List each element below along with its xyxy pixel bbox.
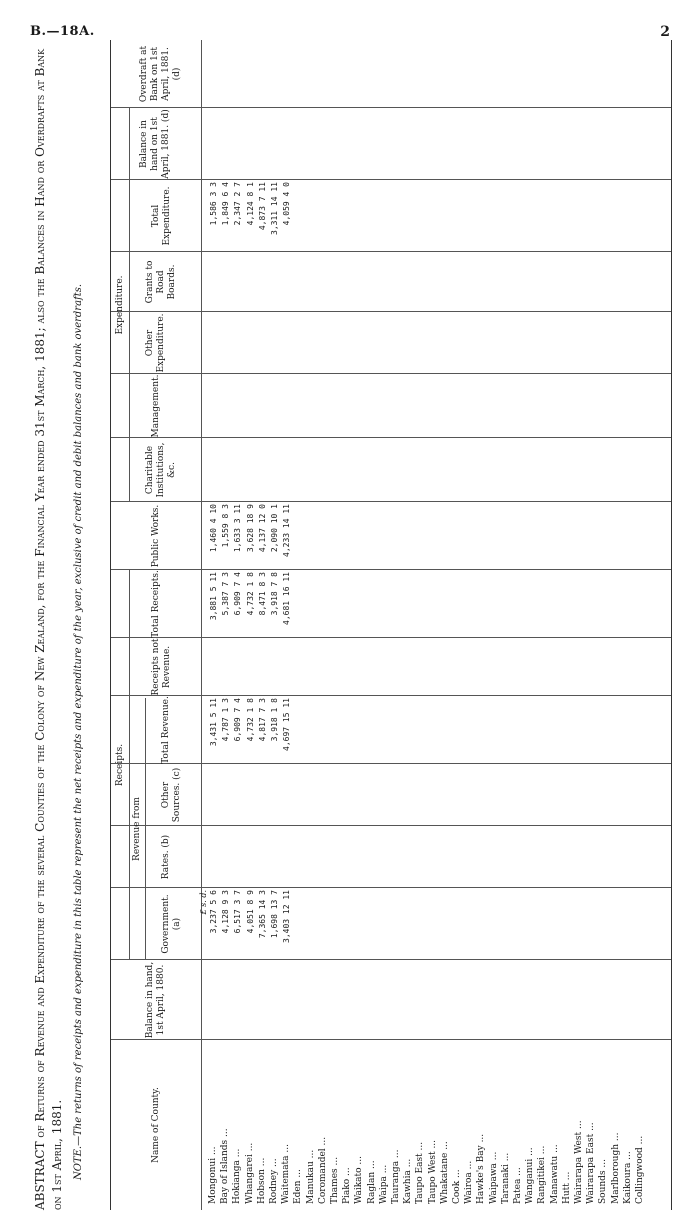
currency-units-label: £ s. d. xyxy=(199,890,208,915)
county-name: Hobson ... xyxy=(256,1157,267,1204)
rotated-table-sheet xyxy=(32,40,672,1210)
cell-public-works: 1,633 3 11 xyxy=(233,504,243,553)
county-name: Hokianga ... xyxy=(232,1148,243,1204)
header-overdraft-1881: Overdraft at Bank on 1st April, 1881. (d) xyxy=(139,45,182,103)
table-body xyxy=(199,40,671,1210)
county-name: Sounds ... xyxy=(598,1159,609,1204)
header-receipts: Receipts. xyxy=(115,743,125,787)
cell-total-receipts: 4,681 16 11 xyxy=(282,572,292,625)
header-revenue-from: Revenue from xyxy=(132,797,142,861)
cell-public-works: 3,628 18 9 xyxy=(245,504,255,553)
county-name: Collingwood ... xyxy=(635,1135,645,1204)
county-name: Marlborough ... xyxy=(610,1132,621,1204)
county-name: Manukau ... xyxy=(305,1149,316,1204)
county-name: Taranaki ... xyxy=(500,1152,511,1204)
county-name: Wairoa ... xyxy=(464,1160,475,1204)
county-name: Wanganui ... xyxy=(525,1147,536,1204)
cell-total-revenue: 6,909 7 4 xyxy=(233,698,243,742)
cell-total-receipts: 8,471 8 3 xyxy=(257,572,267,616)
header-government: Government. (a) xyxy=(161,894,182,954)
header-management: Management. xyxy=(151,374,161,438)
header-receipts-not-revenue: Receipts not Revenue. xyxy=(151,638,172,696)
document-note: NOTE.—The returns of receipts and expenditure in this table represent the net receipts and expenditure of the year, exclusive of credit and debit balances and bank overdrafts. xyxy=(73,283,84,1180)
header-rates: Rates. (b) xyxy=(161,834,171,880)
cell-government: 4,051 8 9 xyxy=(245,890,255,934)
cell-total-expenditure: 2,347 2 7 xyxy=(233,182,243,226)
header-total-expenditure: Total Expenditure. xyxy=(151,186,172,246)
county-name: Waikato ... xyxy=(354,1155,365,1204)
cell-total-revenue: 4,787 1 3 xyxy=(221,698,231,742)
county-name: Kaikoura ... xyxy=(622,1151,633,1204)
cell-public-works: 1,559 8 3 xyxy=(221,504,231,548)
cell-total-expenditure: 3,311 14 11 xyxy=(270,182,279,235)
county-name: Wairarapa West ... xyxy=(574,1120,584,1204)
county-name: Taupo East ... xyxy=(415,1141,426,1204)
header-other-sources: Other Sources. (c) xyxy=(161,767,182,823)
cell-total-receipts: 3,881 5 11 xyxy=(209,572,218,621)
county-name: Eden ... xyxy=(293,1169,304,1204)
county-name: Bay of Islands ... xyxy=(220,1128,231,1204)
header-balance-1880: Balance in hand, 1st April, 1880. xyxy=(145,961,166,1039)
county-name: Coromandel ... xyxy=(317,1136,328,1204)
cell-total-expenditure: 4,059 4 0 xyxy=(282,182,292,226)
cell-government: 7,365 14 3 xyxy=(257,890,267,939)
county-name: Cook ... xyxy=(452,1169,462,1204)
cell-total-expenditure: 4,873 7 11 xyxy=(257,182,267,231)
county-name: Raglan ... xyxy=(366,1160,377,1204)
county-name: Wairarapa East ... xyxy=(586,1122,597,1204)
cell-total-receipts: 4,732 1 8 xyxy=(245,572,255,616)
cell-government: 3,237 5 6 xyxy=(209,890,218,934)
header-charitable: Charitable Institutions, &c. xyxy=(145,442,177,498)
cell-public-works: 4,233 14 11 xyxy=(282,504,292,557)
header-county: Name of County. xyxy=(151,1087,161,1163)
county-name: Rangitikei ... xyxy=(537,1145,548,1204)
county-name: Piako ... xyxy=(342,1167,353,1204)
header-expenditure: Expenditure. xyxy=(115,275,125,335)
header-bottom-rule xyxy=(201,40,202,1210)
county-name: Waipawa ... xyxy=(488,1151,499,1204)
county-name: Manawatu ... xyxy=(549,1144,560,1204)
revenue-from-rule xyxy=(145,698,146,960)
county-name: Rodney ... xyxy=(269,1158,279,1204)
county-name: Kawhia ... xyxy=(403,1158,414,1204)
county-name: Tauranga ... xyxy=(391,1149,401,1204)
cell-public-works: 4,137 12 0 xyxy=(257,504,267,553)
header-public-works: Public Works. xyxy=(151,504,161,568)
header-other-expenditure: Other Expenditure. xyxy=(145,313,166,373)
cell-total-revenue: 4,697 15 11 xyxy=(282,698,292,751)
cell-total-receipts: 6,909 7 4 xyxy=(233,572,243,616)
abstract-table xyxy=(110,40,672,1210)
header-total-receipts: Total Receipts. xyxy=(151,570,161,638)
cell-total-receipts: 3,918 7 8 xyxy=(270,572,279,616)
cell-total-expenditure: 1,849 6 4 xyxy=(221,182,231,226)
county-name: Taupo West ... xyxy=(427,1139,438,1204)
cell-total-expenditure: 1,586 3 3 xyxy=(209,182,218,226)
county-name: Thames ... xyxy=(330,1156,340,1204)
header-total-revenue: Total Revenue. xyxy=(161,696,171,764)
cell-total-expenditure: 4,124 8 1 xyxy=(245,182,255,226)
cell-total-revenue: 4,817 7 3 xyxy=(257,698,267,742)
cell-public-works: 1,460 4 10 xyxy=(209,504,218,553)
county-name: Waipa ... xyxy=(378,1164,389,1204)
county-name: Whangarei ... xyxy=(244,1142,255,1204)
cell-government: 1,698 13 7 xyxy=(270,890,279,939)
document-reference: B.—18A. xyxy=(30,24,95,39)
expenditure-group-rule xyxy=(129,108,130,502)
title-block xyxy=(32,40,102,1210)
county-name: Hawke's Bay ... xyxy=(476,1133,487,1204)
cell-total-revenue: 3,918 1 8 xyxy=(270,698,279,742)
cell-government: 4,128 9 3 xyxy=(221,890,231,934)
county-name: Mongonui ... xyxy=(208,1146,218,1204)
county-name: Whakatane ... xyxy=(439,1141,450,1204)
document-title: ABSTRACT of Returns of Revenue and Expenditure of the several Counties of the Colony of New Zealand, for the Financial Year ended 31st March, 1881; also the Balances in Hand or Overdrafts at Bank on 1st April, 1881. xyxy=(33,48,64,1210)
county-name: Hutt ... xyxy=(561,1171,572,1204)
county-name: Patea ... xyxy=(513,1167,523,1204)
header-balance-1881: Balance in hand on 1st April, 1881. (d) xyxy=(139,109,171,179)
cell-public-works: 2,090 10 1 xyxy=(270,504,279,553)
cell-total-receipts: 5,387 7 3 xyxy=(221,572,231,616)
county-name: Waitemata ... xyxy=(281,1144,292,1204)
header-grants-road-boards: Grants to Road Boards. xyxy=(145,260,177,304)
cell-total-revenue: 3,431 5 11 xyxy=(209,698,218,747)
page-number: 2 xyxy=(660,24,670,40)
cell-government: 3,403 12 11 xyxy=(282,890,292,943)
cell-total-revenue: 4,732 1 8 xyxy=(245,698,255,742)
receipts-group-rule xyxy=(129,570,130,960)
cell-government: 6,517 3 7 xyxy=(233,890,243,934)
